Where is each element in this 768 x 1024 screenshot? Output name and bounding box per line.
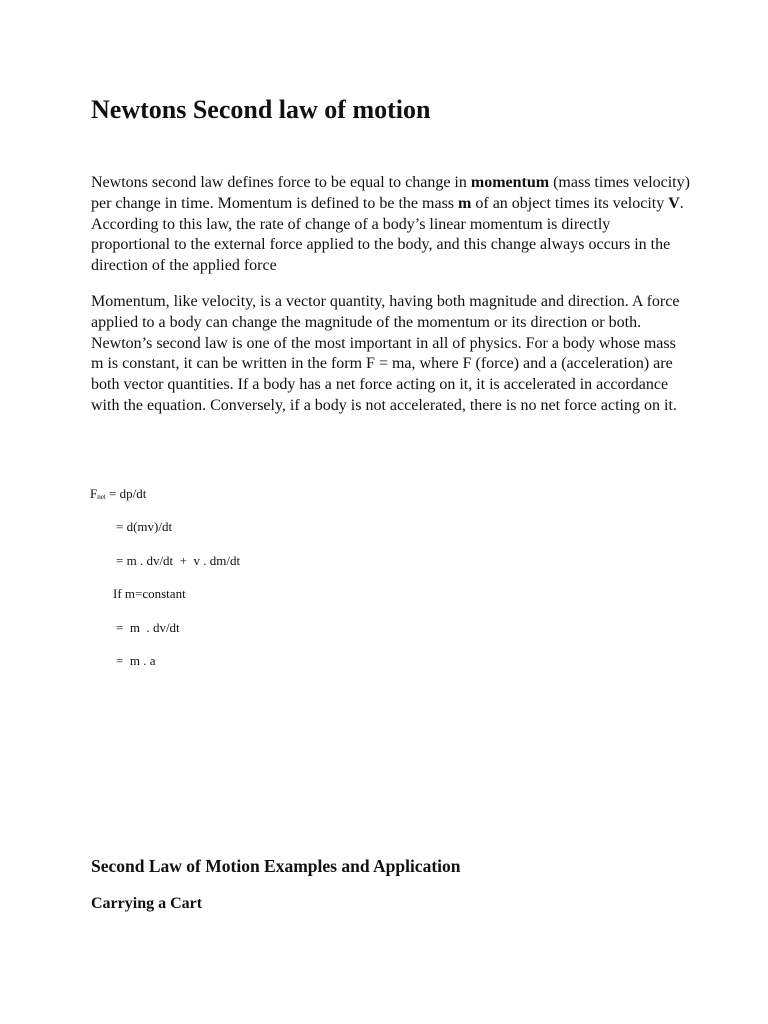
equation-line-2: = d(mv)/dt xyxy=(116,519,173,534)
bold-term-velocity: V xyxy=(668,194,680,212)
equation-condition: If m=constant xyxy=(113,586,186,601)
equation-text: = dp/dt xyxy=(105,486,147,501)
paragraph-definition xyxy=(91,173,691,277)
force-subscript: net xyxy=(97,493,106,501)
document-title: Newtons Second law of motion xyxy=(91,95,431,124)
paragraph-text: Newtons second law defines force to be equal to change in xyxy=(91,174,471,191)
paragraph-text: (mass times velocity) per change in time. Momentum is defined to be the mass xyxy=(91,174,690,212)
subsection-heading: Carrying a Cart xyxy=(91,895,203,912)
paragraph-momentum: Momentum, like velocity, is a vector quantity, having both magnitude and direction. A force applied to a body can change the magnitude of the momentum or its direction or both. Newton’s second law is one of the most important in all of physics. For a body whose mass m is constant, it can be written in the form F = ma, where F (force) and a (acceleration) are both vector quantities. If a body has a net force acting on it, it is accelerated in accordance with the equation. Conversely, if a body is not accelerated, there is no net force acting on it. xyxy=(91,293,680,414)
force-symbol: F xyxy=(90,486,98,501)
section-heading: Second Law of Motion Examples and Application xyxy=(91,856,461,876)
equation-line-1 xyxy=(90,485,146,506)
bold-term-momentum: momentum xyxy=(470,174,550,191)
paragraph-text: . According to this law, the rate of change of a body’s linear momentum is directly proportional to the external force applied to the body, and this change always occurs in the direction of the applied force xyxy=(91,194,684,275)
bold-term-mass: m xyxy=(458,194,472,212)
equation-line-5: = m . dv/dt xyxy=(116,620,180,635)
equation-line-3: = m . dv/dt + v . dm/dt xyxy=(116,553,241,568)
equation-line-6: = m . a xyxy=(116,653,156,668)
paragraph-text: of an object times its velocity xyxy=(471,194,669,212)
